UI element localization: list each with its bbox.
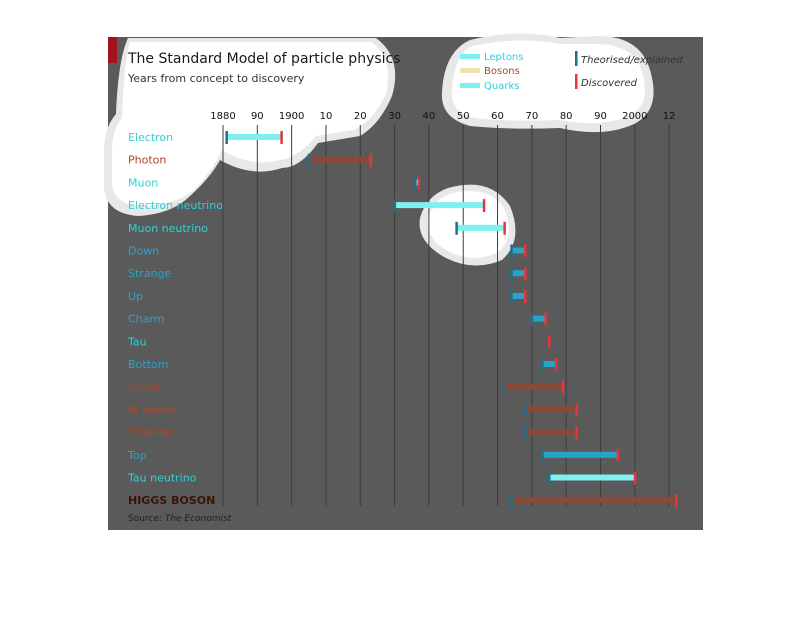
discovered-marker [503,222,506,235]
discovered-marker [524,290,527,303]
theorised-marker [524,403,527,416]
span-bar [549,475,635,481]
theorised-marker [455,222,458,235]
x-tick-label: 30 [388,111,401,122]
span-bar [511,293,525,299]
discovered-marker [280,131,283,144]
discovered-marker [555,358,558,371]
x-tick-label: 80 [559,111,573,122]
theorised-marker [531,313,534,326]
span-bar [504,384,562,390]
discovered-marker [575,403,578,416]
span-bar [542,361,556,367]
x-tick-label: 40 [422,111,436,122]
discovered-marker [575,426,578,439]
particle-label: Z boson [128,426,173,440]
span-bar [226,134,281,140]
legend-swatch-bosons [460,68,480,73]
particle-label: HIGGS BOSON [128,494,216,508]
particle-label: Tau neutrino [128,471,197,485]
theorised-marker [414,176,417,189]
legend-discovered-marker [575,74,578,89]
x-tick-label: 12 [662,111,676,122]
discovered-marker [524,245,527,258]
x-tick-label: 90 [594,111,607,122]
theorised-marker [524,426,527,439]
theorised-marker [541,358,544,371]
x-tick-label: 10 [319,111,333,122]
legend-label-quarks: Quarks [484,81,520,92]
discovered-marker [483,199,486,212]
theorised-marker [510,494,512,507]
particle-label: Electron neutrino [128,199,223,213]
theorised-marker [548,472,551,485]
discovered-marker [418,176,421,189]
span-bar [511,248,525,254]
discovered-marker [545,313,548,326]
span-bar [542,452,618,458]
particle-label: Up [128,289,144,303]
particle-label: Electron [128,131,174,144]
chart-title: The Standard Model of particle physics [128,51,401,67]
x-tick-label: 1900 [278,111,305,122]
theorised-marker [510,290,512,303]
x-tick-label: 20 [353,111,367,122]
legend-label-bosons: Bosons [484,66,520,77]
particle-label: Photon [128,153,167,167]
span-bar [525,429,576,435]
particle-label: Bottom [128,358,169,371]
span-bar [511,497,676,503]
theorised-marker [225,131,228,144]
legend-label-leptons: Leptons [484,52,524,63]
economist-red-tag [108,37,117,63]
theorised-marker [510,267,512,280]
particle-label: Down [128,244,160,258]
legend-swatch-quarks [460,83,480,88]
span-bar [395,202,484,208]
theorised-marker [394,199,397,212]
theorised-marker [503,381,506,394]
particle-label: W boson [128,403,176,417]
legend-theorised-marker [575,51,578,66]
span-bar [309,157,371,163]
source-prefix: Source: [128,514,162,524]
discovered-marker [617,449,620,462]
span-bar [511,270,525,276]
x-tick-label: 70 [525,111,539,122]
x-tick-label: 90 [250,111,264,122]
particle-label: Gluon [128,380,161,394]
particle-label: Tau [128,335,147,349]
span-bar [525,406,576,412]
discovered-marker [548,335,551,348]
discovered-marker [524,267,527,280]
discovered-marker [675,494,678,507]
discovered-marker [562,381,565,394]
x-tick-label: 60 [491,111,504,122]
theorised-marker [541,449,544,462]
source-note [128,514,232,524]
particle-label: Top [128,448,147,462]
legend-label-theorised: Theorised/explained [581,55,683,66]
span-bar [532,316,546,322]
particle-label: Strange [128,267,172,281]
chart-subtitle: Years from concept to discovery [128,72,305,85]
x-tick-label: 50 [456,111,470,122]
particle-label: Charm [128,312,165,326]
x-tick-label: 1880 [210,111,236,122]
discovered-marker [370,154,373,167]
discovered-marker [634,472,637,485]
legend-swatch-leptons [460,54,480,59]
legend-label-discovered: Discovered [581,78,637,89]
source-name: The Economist [164,514,232,524]
theorised-marker [510,245,512,258]
particle-label: Muon neutrino [128,221,208,235]
theorised-marker [308,154,311,167]
span-bar [456,225,504,231]
x-tick-label: 2000 [622,111,648,122]
particle-label: Muon [128,176,159,190]
